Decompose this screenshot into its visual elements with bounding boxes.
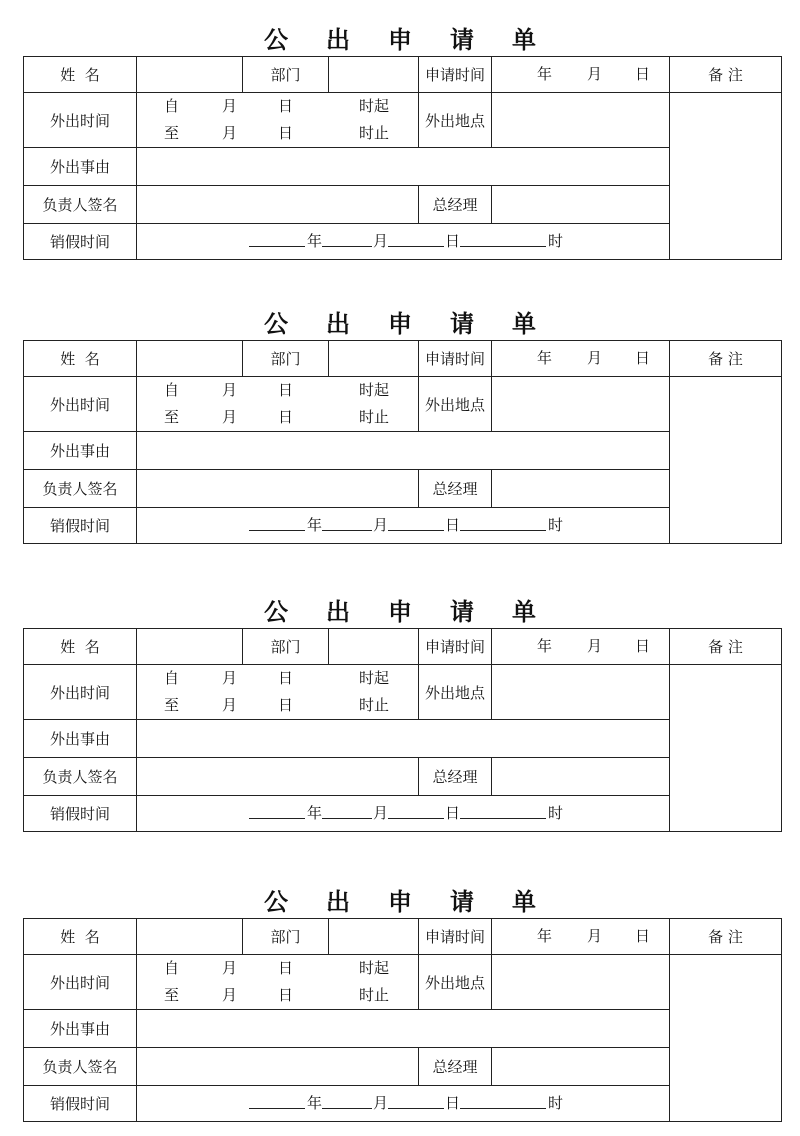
out-place-field[interactable] [492,93,670,148]
dept-label: 部门 [243,629,329,665]
year-label: 年 [537,927,553,945]
to-label: 至 [164,986,180,1004]
name-field[interactable] [137,57,243,93]
cancel-time-field[interactable] [137,796,670,832]
responsible-sign-field[interactable] [137,758,419,796]
year-label: 年 [307,516,323,534]
request-table [23,56,782,260]
apply-time-label: 申请时间 [419,57,492,93]
year-label: 年 [537,65,553,83]
dept-label: 部门 [243,919,329,955]
dept-label: 部门 [243,57,329,93]
day-label: 日 [635,65,651,83]
dept-field[interactable] [329,629,419,665]
dept-field[interactable] [329,919,419,955]
remark-field[interactable] [670,377,782,544]
day-label: 日 [445,232,461,250]
hour-start-label: 时起 [359,669,390,687]
gm-label: 总经理 [419,186,492,224]
name-field[interactable] [137,629,243,665]
out-time-field[interactable] [137,93,419,148]
gm-label: 总经理 [419,1048,492,1086]
hour-label: 时 [548,804,564,822]
remark-label: 备 注 [670,919,782,955]
hour-end-label: 时止 [359,696,390,714]
day-label: 日 [635,927,651,945]
hour-label: 时 [548,232,564,250]
to-label: 至 [164,696,180,714]
hour-end-label: 时止 [359,986,390,1004]
remark-field[interactable] [670,955,782,1122]
apply-time-label: 申请时间 [419,341,492,377]
responsible-sign-label: 负责人签名 [24,758,137,796]
day-label: 日 [445,1094,461,1112]
hour-start-label: 时起 [359,381,390,399]
month-label: 月 [222,408,238,426]
month-label: 月 [587,637,603,655]
dept-field[interactable] [329,341,419,377]
responsible-sign-field[interactable] [137,1048,419,1086]
day-label: 日 [635,349,651,367]
gm-sign-field[interactable] [492,758,670,796]
form-title: 公出申请单 [264,888,574,916]
responsible-sign-label: 负责人签名 [24,470,137,508]
day-label: 日 [278,381,294,399]
gm-sign-field[interactable] [492,1048,670,1086]
month-label: 月 [587,927,603,945]
remark-label: 备 注 [670,57,782,93]
name-label: 姓 名 [24,629,137,665]
cancel-time-label: 销假时间 [24,224,137,260]
from-label: 自 [164,97,180,115]
out-place-label: 外出地点 [419,665,492,720]
out-reason-label: 外出事由 [24,720,137,758]
year-label: 年 [537,349,553,367]
month-label: 月 [222,97,238,115]
month-label: 月 [373,1094,389,1112]
name-label: 姓 名 [24,919,137,955]
from-label: 自 [164,959,180,977]
name-label: 姓 名 [24,57,137,93]
month-label: 月 [373,804,389,822]
day-label: 日 [278,696,294,714]
name-field[interactable] [137,919,243,955]
day-label: 日 [445,516,461,534]
apply-time-label: 申请时间 [419,919,492,955]
hour-end-label: 时止 [359,124,390,142]
month-label: 月 [587,65,603,83]
out-time-field[interactable] [137,665,419,720]
out-time-label: 外出时间 [24,377,137,432]
out-place-label: 外出地点 [419,377,492,432]
cancel-time-field[interactable] [137,1086,670,1122]
year-label: 年 [537,637,553,655]
name-label: 姓 名 [24,341,137,377]
day-label: 日 [278,97,294,115]
out-reason-label: 外出事由 [24,148,137,186]
dept-label: 部门 [243,341,329,377]
remark-field[interactable] [670,93,782,260]
out-reason-field[interactable] [137,1010,670,1048]
out-reason-field[interactable] [137,720,670,758]
apply-date-field[interactable] [492,629,670,665]
out-place-field[interactable] [492,377,670,432]
request-table [23,340,782,544]
hour-label: 时 [548,1094,564,1112]
month-label: 月 [222,669,238,687]
hour-start-label: 时起 [359,959,390,977]
remark-label: 备 注 [670,341,782,377]
gm-sign-field[interactable] [492,470,670,508]
hour-start-label: 时起 [359,97,390,115]
request-table [23,628,782,832]
year-label: 年 [307,804,323,822]
day-label: 日 [445,804,461,822]
year-label: 年 [307,1094,323,1112]
to-label: 至 [164,408,180,426]
responsible-sign-label: 负责人签名 [24,1048,137,1086]
out-place-label: 外出地点 [419,93,492,148]
month-label: 月 [222,986,238,1004]
cancel-time-field[interactable] [137,508,670,544]
out-place-field[interactable] [492,955,670,1010]
year-label: 年 [307,232,323,250]
responsible-sign-label: 负责人签名 [24,186,137,224]
month-label: 月 [587,349,603,367]
month-label: 月 [222,959,238,977]
name-field[interactable] [137,341,243,377]
month-label: 月 [373,516,389,534]
from-label: 自 [164,381,180,399]
out-time-field[interactable] [137,377,419,432]
day-label: 日 [278,669,294,687]
apply-time-label: 申请时间 [419,629,492,665]
remark-label: 备 注 [670,629,782,665]
gm-sign-field[interactable] [492,186,670,224]
month-label: 月 [222,381,238,399]
dept-field[interactable] [329,57,419,93]
request-table [23,918,782,1122]
form-title: 公出申请单 [264,598,574,626]
to-label: 至 [164,124,180,142]
cancel-time-label: 销假时间 [24,796,137,832]
form-title: 公出申请单 [264,26,574,54]
out-reason-field[interactable] [137,432,670,470]
out-reason-label: 外出事由 [24,432,137,470]
responsible-sign-field[interactable] [137,470,419,508]
hour-end-label: 时止 [359,408,390,426]
cancel-time-field[interactable] [137,224,670,260]
out-place-label: 外出地点 [419,955,492,1010]
out-time-label: 外出时间 [24,665,137,720]
day-label: 日 [278,986,294,1004]
day-label: 日 [278,959,294,977]
out-time-label: 外出时间 [24,93,137,148]
gm-label: 总经理 [419,758,492,796]
out-time-label: 外出时间 [24,955,137,1010]
out-reason-label: 外出事由 [24,1010,137,1048]
day-label: 日 [278,124,294,142]
cancel-time-label: 销假时间 [24,508,137,544]
remark-field[interactable] [670,665,782,832]
apply-date-field[interactable] [492,341,670,377]
apply-date-field[interactable] [492,57,670,93]
month-label: 月 [222,696,238,714]
cancel-time-label: 销假时间 [24,1086,137,1122]
out-reason-field[interactable] [137,148,670,186]
month-label: 月 [373,232,389,250]
month-label: 月 [222,124,238,142]
from-label: 自 [164,669,180,687]
hour-label: 时 [548,516,564,534]
out-time-field[interactable] [137,955,419,1010]
gm-label: 总经理 [419,470,492,508]
out-place-field[interactable] [492,665,670,720]
day-label: 日 [278,408,294,426]
responsible-sign-field[interactable] [137,186,419,224]
day-label: 日 [635,637,651,655]
apply-date-field[interactable] [492,919,670,955]
form-title: 公出申请单 [264,310,574,338]
